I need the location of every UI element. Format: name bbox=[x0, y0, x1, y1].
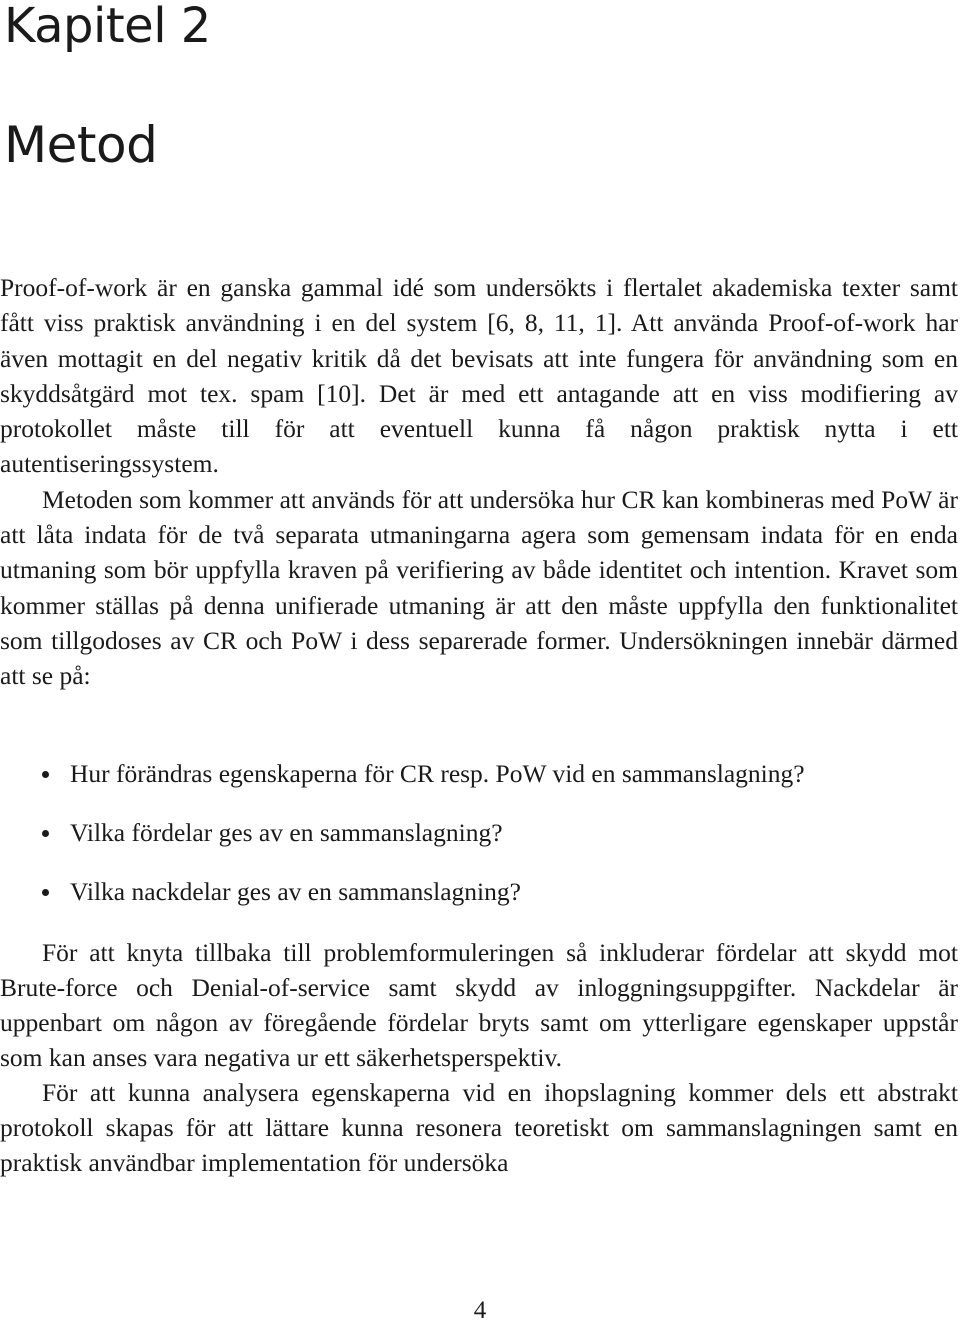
list-item-text: Vilka nackdelar ges av en sammanslagning? bbox=[70, 877, 521, 906]
page-number: 4 bbox=[473, 1297, 487, 1324]
question-list bbox=[0, 752, 958, 929]
list-item bbox=[0, 870, 958, 929]
body-text-top bbox=[0, 270, 958, 694]
bullet-icon bbox=[42, 830, 49, 837]
list-item bbox=[0, 811, 958, 870]
chapter-title: Metod bbox=[4, 116, 158, 174]
body-text-bottom bbox=[0, 935, 958, 1180]
paragraph: För att kunna analysera egenskaperna vid en ihopslagning kommer dels ett abstrakt protokoll skapas för att lättare kunna resonera teoretiskt om sammanslagningen samt en praktisk användbar implementation för undersöka bbox=[0, 1078, 958, 1177]
list-item bbox=[0, 752, 958, 811]
paragraph: Metoden som kommer att används för att undersöka hur CR kan kombineras med PoW är att låta indata för de två separata utmaningarna agera som gemensam indata för en enda utmaning som bör uppfylla kraven på verifiering av både identitet och intention. Kravet som kommer ställas på denna unifierade utmaning är att den måste uppfylla den funktionalitet som tillgodoses av CR och PoW i dess separerade former. Undersökningen innebär därmed att se på: bbox=[0, 484, 958, 691]
bullet-icon bbox=[42, 771, 49, 778]
list-item-text: Hur förändras egenskaperna för CR resp. PoW vid en sammanslagning? bbox=[70, 759, 805, 788]
list-item-text: Vilka fördelar ges av en sammanslagning? bbox=[70, 818, 503, 847]
bullet-icon bbox=[42, 889, 49, 896]
paragraph: Proof-of-work är en ganska gammal idé som undersökts i flertalet akademiska texter samt fått viss praktisk användning i en del system [6, 8, 11, 1]. Att använda Proof-of-work har även mottagit en del negativ kritik då det bevisats att inte fungera för användning som en skyddsåtgärd mot tex. spam [10]. Det är med ett antagande att en viss modifiering av protokollet måste till för att eventuell kunna få någon praktisk nytta i ett autentiseringssystem. bbox=[0, 273, 958, 479]
paragraph: För att knyta tillbaka till problemformuleringen så inkluderar fördelar att skydd mot Brute-force och Denial-of-service samt skydd av inloggningsuppgifter. Nackdelar är uppenbart om någon av föregående fördelar bryts samt om ytterligare egenskaper uppstår som kan anses vara negativa ur ett säkerhetsperspektiv. bbox=[0, 938, 958, 1072]
chapter-label: Kapitel 2 bbox=[4, 0, 211, 54]
